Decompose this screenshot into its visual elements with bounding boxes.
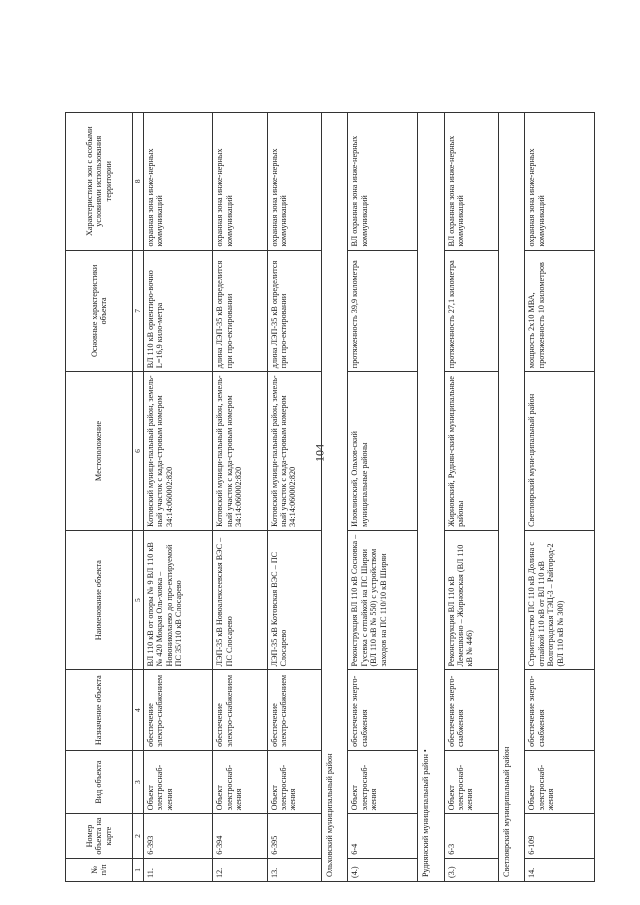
cell-characteristics: ВЛ 110 кВ ориентиро-вочно L=16,9 кило-метра bbox=[144, 250, 213, 372]
cell-map-number: 6-109 bbox=[525, 814, 595, 858]
cell-object-type: Объект электроснаб-жения bbox=[144, 750, 213, 813]
cell-zones: охранная зона инже-нерных коммуникаций bbox=[267, 113, 321, 251]
table-row bbox=[213, 113, 267, 882]
cell-map-number: 6-393 bbox=[144, 814, 213, 858]
section-row bbox=[321, 113, 348, 882]
col-header-zones: Характеристики зон с особыми условиями использования территории bbox=[66, 113, 133, 251]
table-row bbox=[267, 113, 321, 882]
cell-characteristics: длина ЛЭП-35 кВ определится при про-ектировании bbox=[267, 250, 321, 372]
cell-name: ЛЭП-35 кВ Новоалексеевская ВЭС – ПС Слосарево bbox=[213, 530, 267, 670]
section-heading-rudnyansky bbox=[417, 113, 444, 882]
cell-location: Котовский муници-пальный район, земель-ный участок с када-стровым номером 34:14:060002:820 bbox=[144, 372, 213, 531]
cell-zones: ВЛ охранная зона инже-нерных коммуникаций bbox=[348, 113, 417, 251]
table-row bbox=[525, 113, 595, 882]
cell-purpose: обеспечение энерго-снабжения bbox=[348, 670, 417, 750]
cell-map-number: 6-395 bbox=[267, 814, 321, 858]
cell-name: Строительство ПС 110 кВ Долина с отпайкой 110 кВ от ВЛ 110 кВ Волгоградская ТЭЦ-3 – Райгород-2 (ВЛ 110 кВ № 300) bbox=[525, 530, 595, 670]
col-header-map-number: Номер объекта на карте bbox=[66, 814, 133, 858]
cell-object-type: Объект электроснаб-жения bbox=[444, 750, 498, 813]
col-header-location: Местоположение bbox=[66, 372, 133, 531]
section-row bbox=[498, 113, 525, 882]
section-row bbox=[417, 113, 444, 882]
dot-mark: • bbox=[420, 749, 430, 753]
section-heading-olkhovsky: Ольховский муниципальный район bbox=[321, 113, 348, 882]
cell-characteristics: мощность 2х10 МВА, протяженность 10 километров bbox=[525, 250, 595, 372]
table-row bbox=[348, 113, 417, 882]
cell-characteristics: протяженность 27,1 километра bbox=[444, 250, 498, 372]
cell-purpose: обеспечение энерго-снабжения bbox=[525, 670, 595, 750]
col-index: 8 bbox=[133, 113, 144, 251]
cell-number: (4.) bbox=[348, 858, 417, 881]
table-row bbox=[144, 113, 213, 882]
cell-location: Котовский муници-пальный район, земель-ный участок с када-стровым номером 34:14:060002:820 bbox=[267, 372, 321, 531]
cell-purpose: обеспечение электро-снабжением bbox=[267, 670, 321, 750]
col-header-name: Наименование объекта bbox=[66, 530, 133, 670]
cell-characteristics: длина ЛЭП-35 кВ определится при про-ектировании bbox=[213, 250, 267, 372]
page-number: 104 bbox=[312, 444, 327, 462]
cell-location: Иловлинский, Ольхов-ский муниципальные районы bbox=[348, 372, 417, 531]
col-index: 4 bbox=[133, 670, 144, 750]
cell-object-type: Объект электроснаб-жения bbox=[213, 750, 267, 813]
table-container bbox=[65, 112, 595, 882]
cell-map-number: 6-394 bbox=[213, 814, 267, 858]
col-header-number: № п/п bbox=[66, 858, 133, 881]
cell-number: (3.) bbox=[444, 858, 498, 881]
cell-purpose: обеспечение электро-снабжением bbox=[144, 670, 213, 750]
cell-number: 14. bbox=[525, 858, 595, 881]
cell-number: 12. bbox=[213, 858, 267, 881]
cell-map-number: 6-3 bbox=[444, 814, 498, 858]
cell-object-type: Объект электроснаб-жения bbox=[525, 750, 595, 813]
col-index: 3 bbox=[133, 750, 144, 813]
header-row bbox=[66, 113, 133, 882]
col-header-purpose: Назначение объекта bbox=[66, 670, 133, 750]
cell-number: 13. bbox=[267, 858, 321, 881]
col-header-object-type: Вид объекта bbox=[66, 750, 133, 813]
cell-location: Жирновский, Руднян-ский муниципальные районы bbox=[444, 372, 498, 531]
cell-name: ЛЭП-35 кВ Котовская ВЭС – ПС Слосарево bbox=[267, 530, 321, 670]
cell-number: 11. bbox=[144, 858, 213, 881]
cell-location: Светлоярский муни-ципальный район bbox=[525, 372, 595, 531]
cell-zones: охранная зона инже-нерных коммуникаций bbox=[144, 113, 213, 251]
objects-table bbox=[65, 112, 595, 882]
section-title: Руднянский муниципальный район bbox=[420, 754, 430, 877]
cell-name: Реконструкция ВЛ 110 кВ Сосновка – Гусевка с отпайкой на ПС Ширяи (ВЛ 110 кВ № 550) с устройством заходов на ПС 110/10 кВ Ширяи bbox=[348, 530, 417, 670]
cell-location: Котовский муници-пальный район, земель-ный участок с када-стровым номером 34:14:060002:820 bbox=[213, 372, 267, 531]
cell-object-type: Объект электроснаб-жения bbox=[348, 750, 417, 813]
col-index: 7 bbox=[133, 250, 144, 372]
col-index: 1 bbox=[133, 858, 144, 881]
cell-zones: охранная зона инже-нерных коммуникаций bbox=[213, 113, 267, 251]
cell-zones: охранная зона инже-нерных коммуникаций bbox=[525, 113, 595, 251]
cell-purpose: обеспечение энерго-снабжения bbox=[444, 670, 498, 750]
col-index: 6 bbox=[133, 372, 144, 531]
section-heading-svetloyarsky: Светлоярский муниципальный район bbox=[498, 113, 525, 882]
index-row bbox=[133, 113, 144, 882]
cell-name: Реконструкция ВЛ 110 кВ Лемешкино – Жирновская (ВЛ 110 кВ № 446) bbox=[444, 530, 498, 670]
cell-map-number: 6-4 bbox=[348, 814, 417, 858]
cell-characteristics: протяженность 39,9 километра bbox=[348, 250, 417, 372]
col-index: 5 bbox=[133, 530, 144, 670]
cell-zones: ВЛ охранная зона инже-нерных коммуникаций bbox=[444, 113, 498, 251]
cell-name: ВЛ 110 кВ от опоры № 9 ВЛ 110 кВ № 420 Мокрая Оль-ховка – Новониколаево до про-ектируемой ПС 35/110 кВ Слосарево bbox=[144, 530, 213, 670]
col-index: 2 bbox=[133, 814, 144, 858]
cell-purpose: обеспечение электро-снабжением bbox=[213, 670, 267, 750]
table-row bbox=[444, 113, 498, 882]
col-header-characteristics: Основные характеристики объекта bbox=[66, 250, 133, 372]
cell-object-type: Объект электроснаб-жения bbox=[267, 750, 321, 813]
